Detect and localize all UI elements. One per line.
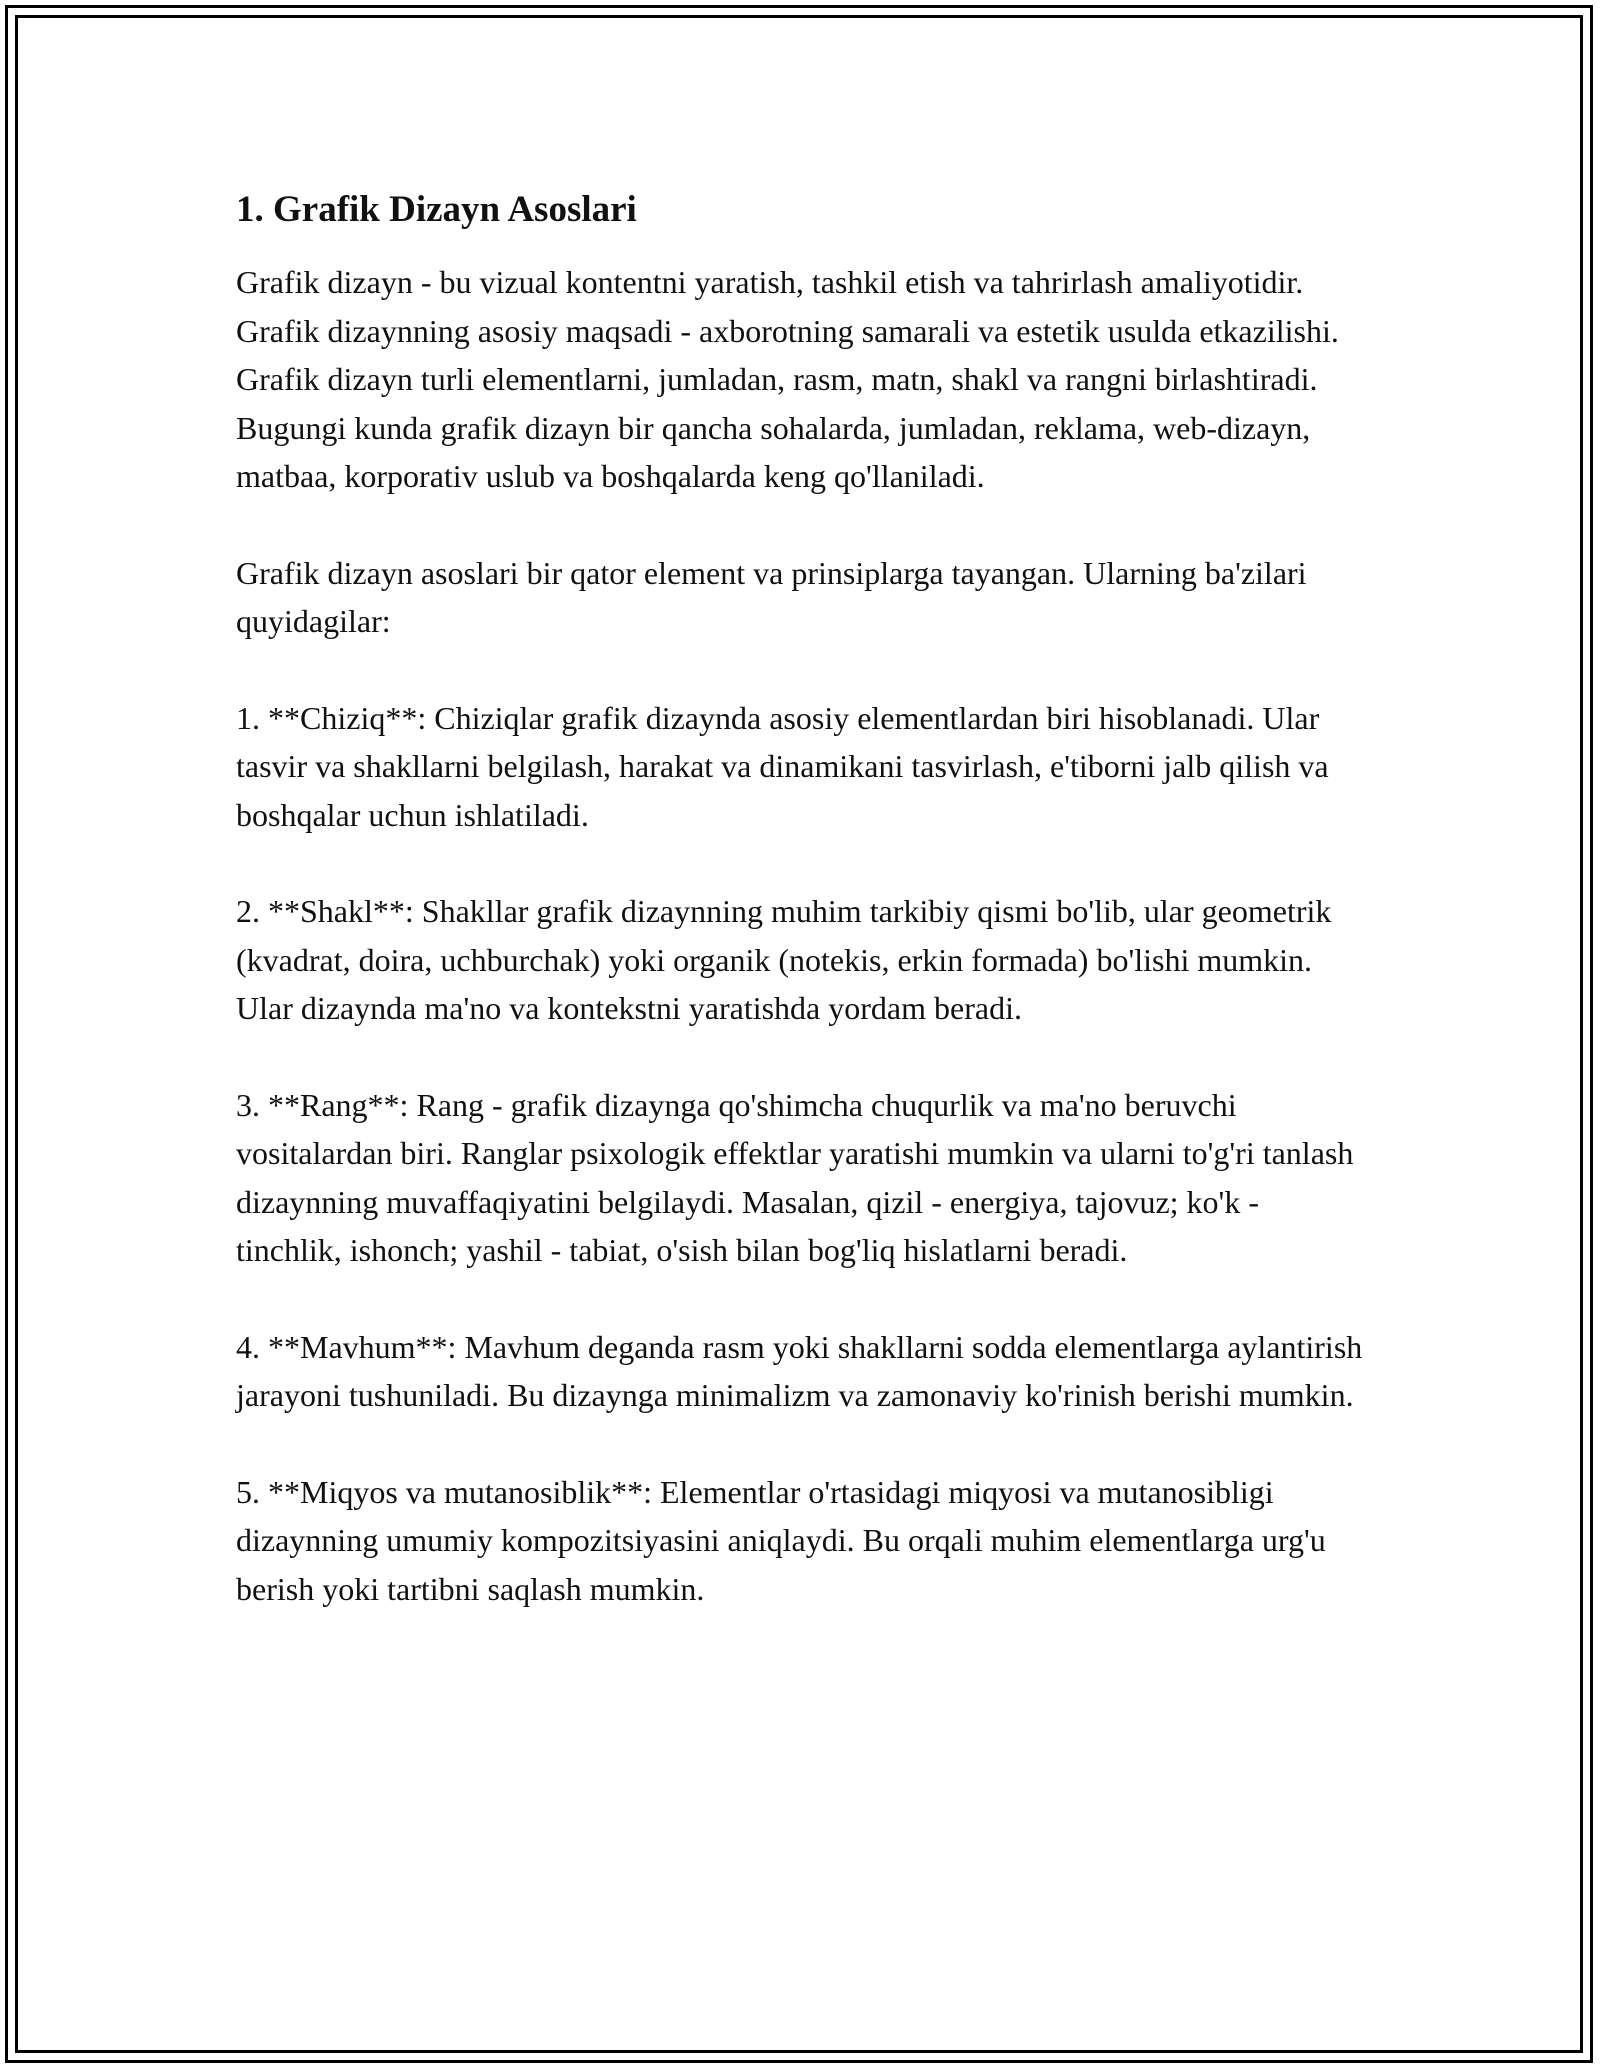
list-item-scale-proportion: 5. **Miqyos va mutanosiblik**: Elementlar o'rtasidagi miqyosi va mutanosibligi dizaynning umumiy kompozitsiyasini aniqlaydi. Bu orqali muhim elementlarga urg'u berish yoki tartibni saqlash mumkin. — [236, 1473, 1326, 1607]
list-item-color: 3. **Rang**: Rang - grafik dizaynga qo'shimcha chuqurlik va ma'no beruvchi vositalardan biri. Ranglar psixologik effektlar yaratishi mumkin va ularni to'g'ri tanlash dizaynning muvaffaqiyatini belgilaydi. Masalan, qizil - energiya, tajovuz; ko'k - tinchlik, ishonch; yashil - tabiat, o'sish bilan bog'liq hislatlarni beradi. — [236, 1086, 1354, 1268]
list-item-abstraction: 4. **Mavhum**: Mavhum deganda rasm yoki shakllarni sodda elementlarga aylantirish jarayoni tushuniladi. Bu dizaynga minimalizm va zamonaviy ko'rinish berishi mumkin. — [236, 1328, 1363, 1413]
principles-intro-paragraph: Grafik dizayn asoslari bir qator element va prinsiplarga tayangan. Ularning ba'zilari quyidagilar: — [236, 554, 1307, 639]
list-item-line: 1. **Chiziq**: Chiziqlar grafik dizaynda asosiy elementlardan biri hisoblanadi. Ular tasvir va shakllarni belgilash, harakat va dinamikani tasvirlash, e'tiborni jalb qilish va boshqalar uchun ishlatiladi. — [236, 699, 1329, 833]
section-title: 1. Grafik Dizayn Asoslari — [236, 189, 637, 230]
intro-paragraph: Grafik dizayn - bu vizual kontentni yaratish, tashkil etish va tahrirlash amaliyotidir. Grafik dizaynning asosiy maqsadi - axborotning samarali va estetik usulda etkazilishi. Grafik dizayn turli elementlarni, jumladan, rasm, matn, shakl va rangni birlashtiradi. Bugungi kunda grafik dizayn bir qancha sohalarda, jumladan, reklama, web-dizayn, matbaa, korporativ uslub va boshqalarda keng qo'llaniladi. — [236, 264, 1339, 494]
list-item-shape: 2. **Shakl**: Shakllar grafik dizaynning muhim tarkibiy qismi bo'lib, ular geometrik (kvadrat, doira, uchburchak) yoki organik (notekis, erkin formada) bo'lishi mumkin. Ular dizaynda ma'no va kontekstni yaratishda yordam beradi. — [236, 893, 1332, 1026]
document-body — [236, 186, 1366, 1613]
